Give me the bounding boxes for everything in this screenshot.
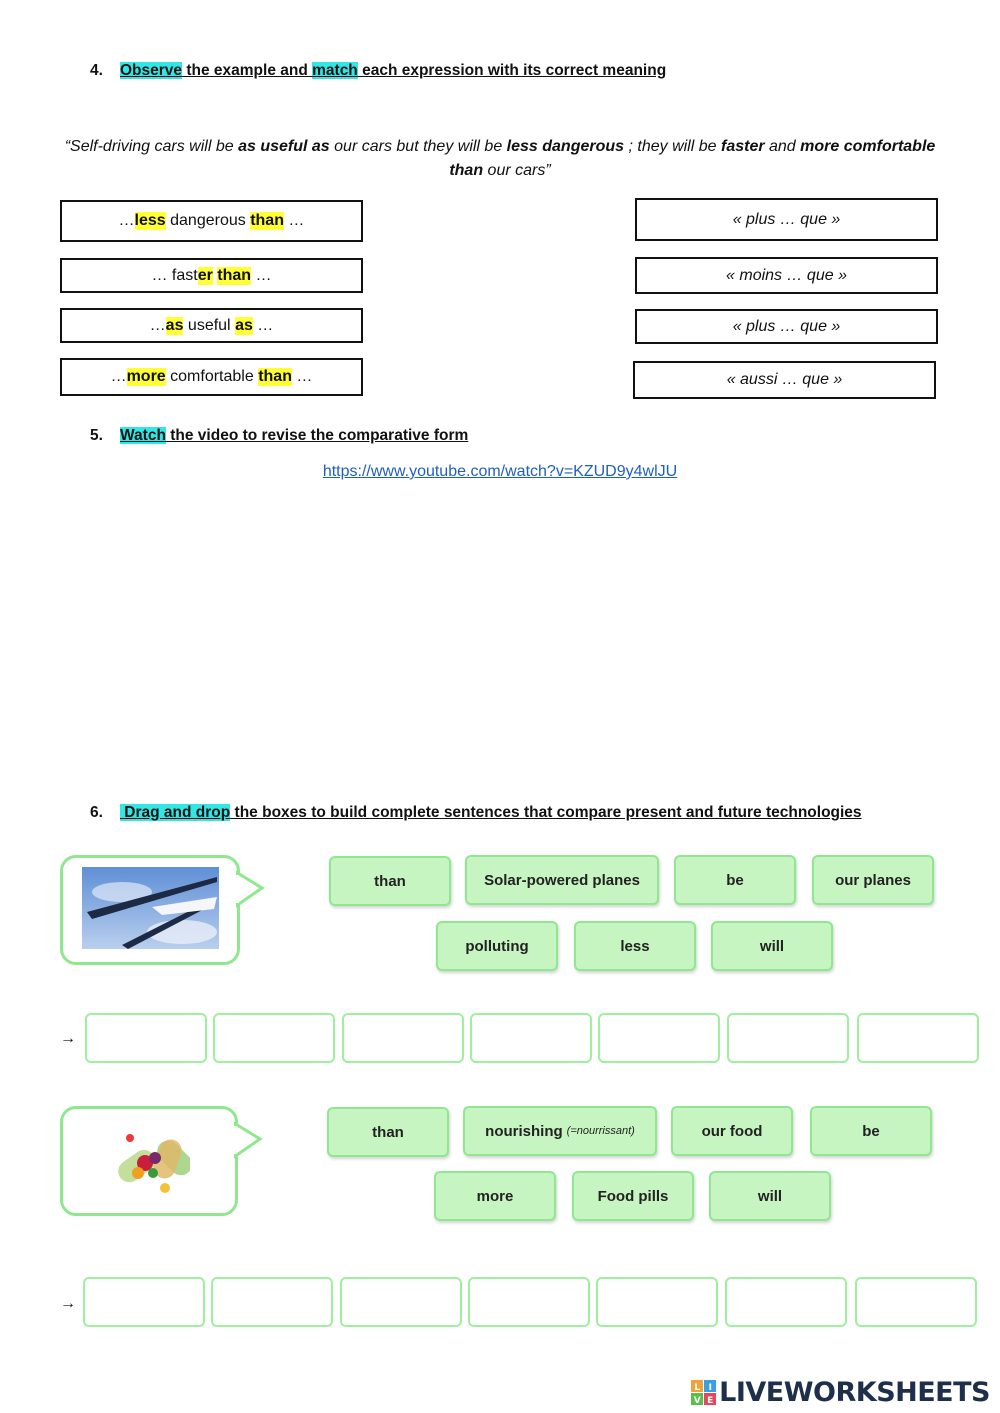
tile-label: our planes: [835, 871, 911, 889]
meaning-box-3[interactable]: [635, 309, 938, 344]
expr-highlight: than: [250, 212, 284, 229]
expr-text: useful: [183, 316, 236, 334]
meaning-box-1[interactable]: [635, 198, 938, 241]
expression-box-more-comfortable-than[interactable]: [60, 358, 363, 396]
drop-slot[interactable]: [468, 1277, 590, 1327]
tile-label: nourishing: [485, 1122, 563, 1140]
expr-highlight: er: [197, 266, 213, 284]
expression-box-less-than[interactable]: [60, 200, 363, 242]
drop-slot[interactable]: [340, 1277, 462, 1327]
heading-text: the boxes to build complete sentences that compare present and future technologies: [230, 804, 862, 821]
word-tile-than[interactable]: [327, 1107, 449, 1157]
meaning-text: « aussi … que »: [726, 371, 843, 388]
tile-label: Food pills: [597, 1187, 669, 1205]
highlight-drag-and-drop: Drag and drop: [120, 804, 231, 821]
quote-bold: less dangerous: [506, 138, 625, 155]
expr-text: …: [251, 266, 272, 284]
heading-text: the example and: [182, 62, 313, 79]
expression-box-as-useful-as[interactable]: [60, 308, 363, 343]
quote-text: ; they will be: [624, 138, 721, 155]
arrow-icon: →: [60, 1030, 76, 1047]
word-tile-our-planes[interactable]: [812, 855, 934, 905]
svg-text:L: L: [694, 1382, 700, 1393]
word-tile-our-food[interactable]: [671, 1106, 793, 1156]
highlight-observe: Observe: [120, 62, 183, 79]
expr-text: comfortable: [165, 368, 259, 385]
svg-text:I: I: [708, 1382, 712, 1393]
expression-box-faster-than[interactable]: [60, 258, 363, 293]
tile-label: polluting: [465, 937, 529, 955]
quote-text: and: [764, 138, 801, 155]
word-tile-polluting[interactable]: [436, 921, 558, 971]
expr-text: dangerous: [165, 212, 251, 229]
expr-highlight: than: [217, 266, 252, 284]
meaning-box-2[interactable]: [635, 257, 938, 294]
question-6-heading: [90, 804, 862, 822]
drop-slot[interactable]: [211, 1277, 333, 1327]
highlight-match: match: [312, 62, 358, 79]
word-tile-food-pills[interactable]: [572, 1171, 694, 1221]
expr-highlight: as: [235, 316, 253, 334]
logo-badge-icon: [691, 1380, 717, 1406]
expr-text: …: [291, 368, 313, 385]
drop-slot[interactable]: [857, 1013, 979, 1063]
drop-slot[interactable]: [598, 1013, 720, 1063]
word-tile-than[interactable]: [329, 856, 451, 906]
bubble-tail: [236, 870, 266, 910]
tile-label: less: [620, 937, 650, 955]
drop-slot[interactable]: [855, 1277, 977, 1327]
quote-bold: as useful as: [238, 138, 330, 155]
word-tile-be[interactable]: [810, 1106, 932, 1156]
meaning-text: « plus … que »: [732, 210, 841, 228]
arrow-icon: →: [60, 1295, 76, 1312]
heading-text: each expression with its correct meaning: [357, 62, 667, 79]
expr-text: …: [118, 212, 135, 229]
expr-highlight: as: [165, 316, 184, 334]
tile-label: will: [759, 937, 785, 955]
quote-text: “Self-driving cars will be: [64, 138, 239, 155]
svg-text:V: V: [693, 1395, 701, 1406]
question-5-heading: [90, 427, 468, 445]
word-tile-will[interactable]: [709, 1171, 831, 1221]
expr-text: …: [252, 316, 274, 334]
tile-label: be: [726, 871, 744, 889]
tile-label: than: [374, 872, 406, 890]
youtube-video-link[interactable]: https://www.youtube.com/watch?v=KZUD9y4wlJU: [322, 463, 678, 480]
meaning-text: « plus … que »: [732, 317, 841, 335]
question-number: 6.: [90, 804, 103, 821]
word-tile-be[interactable]: [674, 855, 796, 905]
drop-slot[interactable]: [725, 1277, 847, 1327]
food-pills-image: [105, 1118, 190, 1203]
drop-slot[interactable]: [596, 1277, 718, 1327]
expr-text: … fast: [151, 266, 198, 284]
drop-slot[interactable]: [85, 1013, 207, 1063]
word-tile-less[interactable]: [574, 921, 696, 971]
bubble-tail: [234, 1121, 264, 1161]
tile-label: Solar-powered planes: [484, 871, 640, 889]
meaning-box-4[interactable]: [633, 361, 936, 399]
drop-slot[interactable]: [83, 1277, 205, 1327]
liveworksheets-logo: [691, 1377, 990, 1408]
quote-text: our cars”: [483, 162, 551, 179]
quote-text: our cars but they will be: [329, 138, 507, 155]
tile-label: be: [862, 1122, 880, 1140]
expr-text: …: [149, 316, 166, 334]
word-tile-nourishing[interactable]: [463, 1106, 657, 1156]
expr-highlight: less: [134, 212, 166, 229]
tile-label: more: [476, 1187, 514, 1205]
logo-text: LIVEWORKSHEETS: [719, 1377, 990, 1408]
drop-slot[interactable]: [342, 1013, 464, 1063]
word-tile-will[interactable]: [711, 921, 833, 971]
meaning-text: « moins … que »: [726, 266, 847, 284]
word-tile-solar-powered-planes[interactable]: [465, 855, 659, 905]
drop-slot[interactable]: [470, 1013, 592, 1063]
quote-bold: more comfortable than: [449, 138, 936, 179]
quote-bold: faster: [720, 138, 765, 155]
svg-text:E: E: [707, 1395, 713, 1406]
word-tile-more[interactable]: [434, 1171, 556, 1221]
expr-text: …: [110, 368, 127, 385]
question-number: 4.: [90, 62, 103, 79]
question-4-heading: [90, 62, 666, 80]
expr-highlight: than: [258, 368, 292, 385]
tile-label: will: [757, 1187, 783, 1205]
solar-plane-image: [82, 867, 219, 949]
example-quote: [60, 135, 940, 183]
drop-slot[interactable]: [213, 1013, 335, 1063]
expr-text: …: [283, 212, 305, 229]
highlight-watch: Watch: [120, 427, 166, 444]
question-number: 5.: [90, 427, 103, 444]
expr-highlight: more: [126, 368, 166, 385]
drop-slot[interactable]: [727, 1013, 849, 1063]
heading-text: the video to revise the comparative form: [165, 427, 469, 444]
tile-note: (=nourrissant): [566, 1125, 635, 1137]
tile-label: our food: [701, 1122, 763, 1140]
tile-label: than: [372, 1123, 404, 1141]
